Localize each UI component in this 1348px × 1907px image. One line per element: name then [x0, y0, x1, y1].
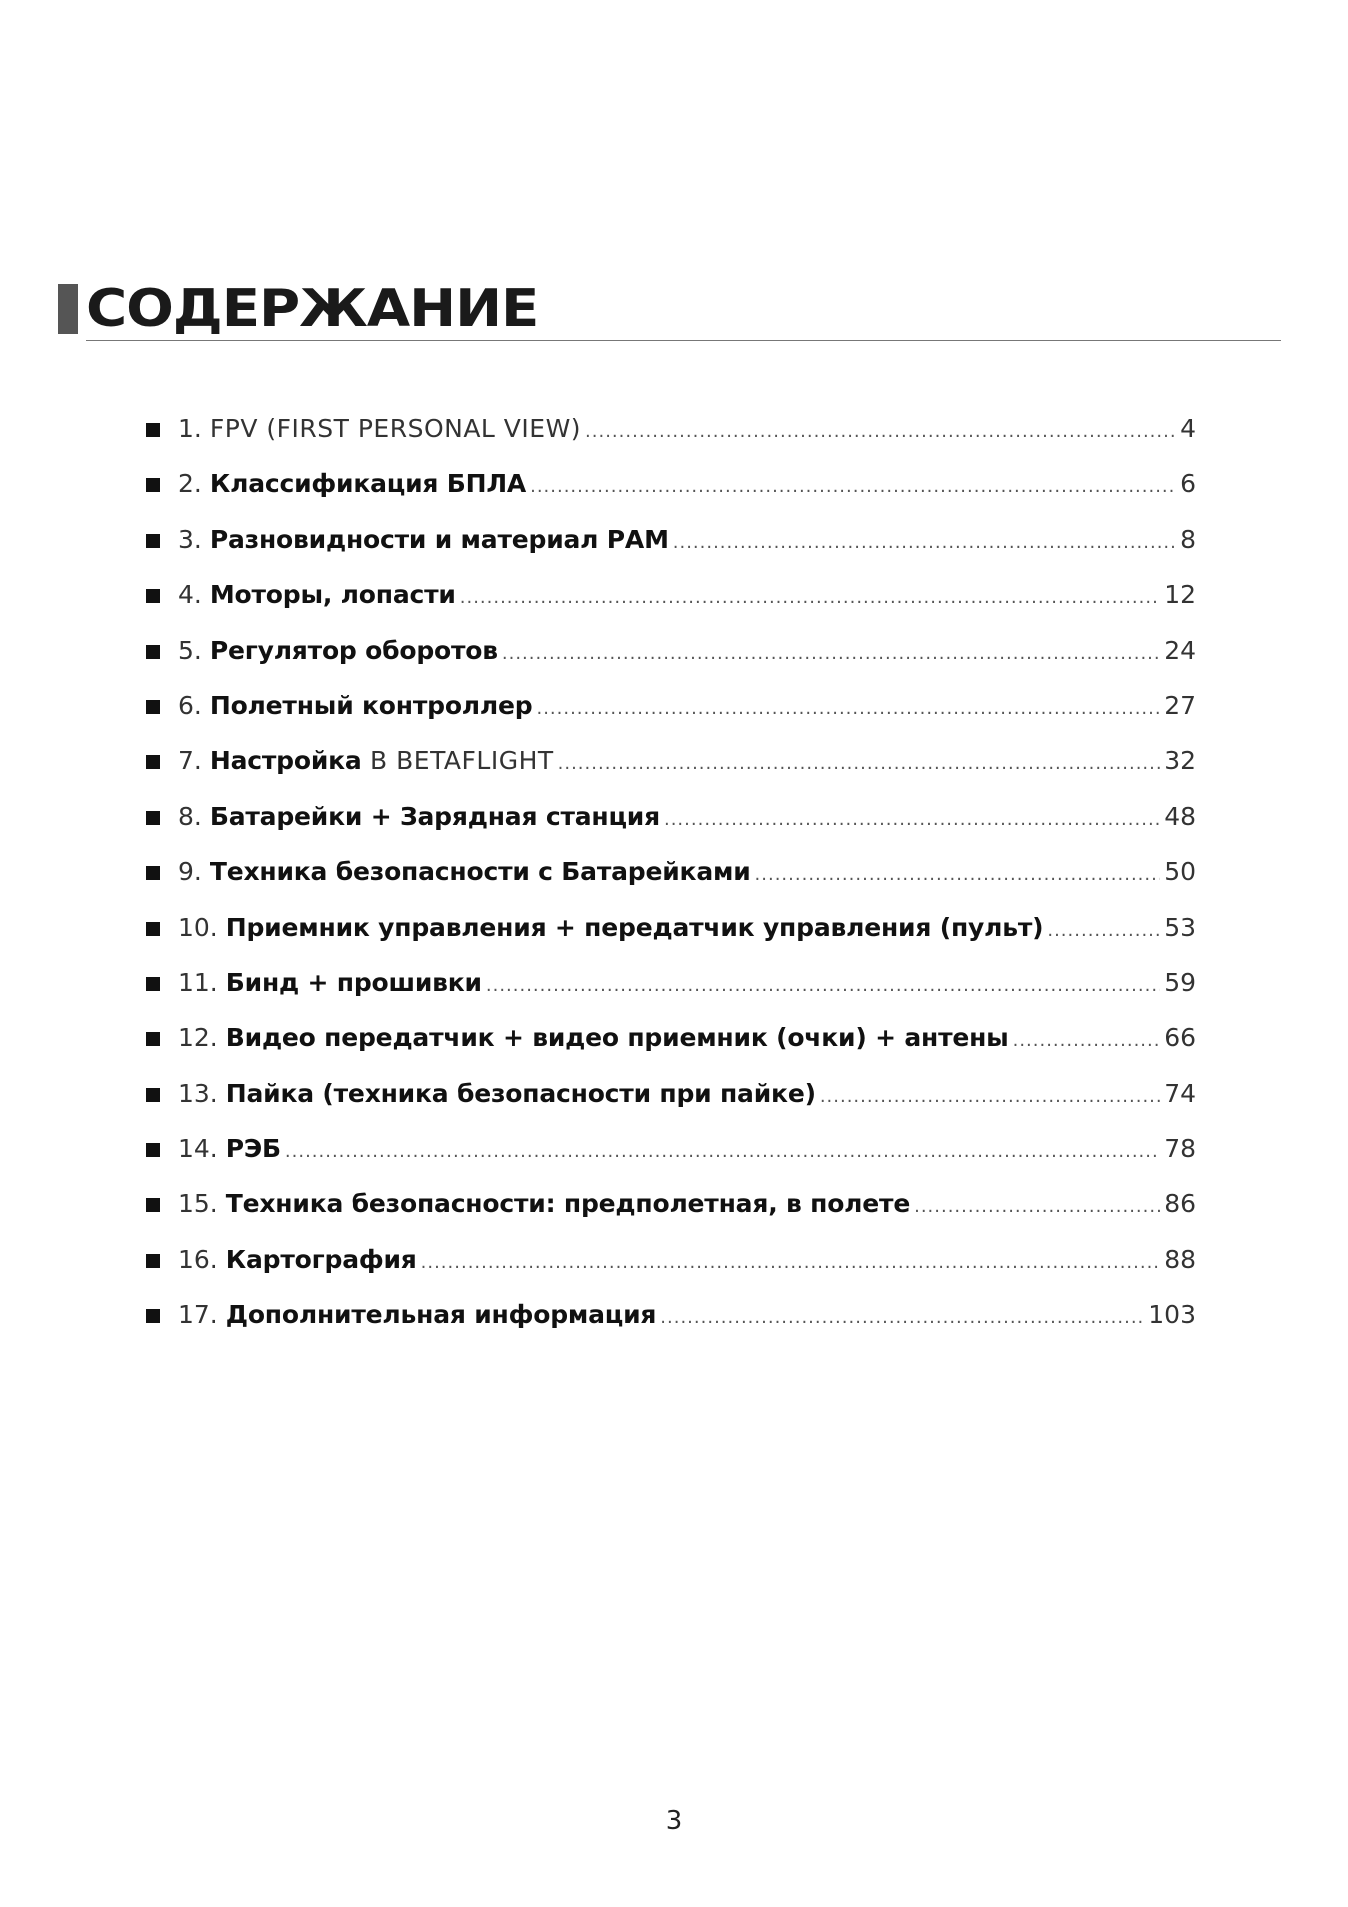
- contents-heading: [58, 276, 1281, 342]
- toc-entry-page: 12: [1164, 580, 1196, 610]
- toc-entry-title: Видео передатчик + видео приемник (очки) + антены: [225, 1023, 1009, 1053]
- toc-entry-page: 24: [1164, 635, 1196, 665]
- toc-entry-page: 27: [1164, 690, 1196, 720]
- toc-entry-number: 5.: [178, 635, 202, 665]
- square-bullet-icon: [146, 478, 160, 492]
- toc-entry-number: 6.: [178, 690, 202, 720]
- toc-entry-16[interactable]: [146, 1245, 1196, 1300]
- toc-entry-title: Регулятор оборотов: [209, 635, 498, 665]
- toc-entry-title: [210, 746, 554, 775]
- toc-entry-number: 9.: [178, 857, 202, 887]
- dot-leader: [460, 587, 1160, 608]
- toc-entry-title: Приемник управления + передатчик управления (пульт): [225, 912, 1044, 942]
- dot-leader: [486, 975, 1160, 996]
- square-bullet-icon: [146, 645, 160, 659]
- toc-entry-title-suffix: В BETAFLIGHT: [361, 746, 554, 776]
- dot-leader: [585, 421, 1176, 442]
- toc-entry-4[interactable]: [146, 580, 1196, 635]
- toc-entry-title: РЭБ: [225, 1134, 281, 1164]
- toc-entry-1[interactable]: [146, 414, 1196, 469]
- square-bullet-icon: [146, 977, 160, 991]
- toc-entry-11[interactable]: [146, 968, 1196, 1023]
- toc-entry-9[interactable]: [146, 857, 1196, 912]
- toc-entry-12[interactable]: [146, 1023, 1196, 1078]
- toc-entry-number: 8.: [178, 801, 202, 831]
- toc-entry-7[interactable]: [146, 746, 1196, 801]
- toc-entry-page: 8: [1180, 524, 1196, 554]
- square-bullet-icon: [146, 1198, 160, 1212]
- toc-entry-title: Полетный контроллер: [209, 690, 533, 720]
- toc-entry-13[interactable]: [146, 1079, 1196, 1134]
- dot-leader: [1013, 1030, 1161, 1051]
- toc-entry-number: 11.: [178, 967, 218, 997]
- dot-leader: [1047, 920, 1160, 941]
- toc-entry-title: Пайка (техника безопасности при пайке): [225, 1078, 816, 1108]
- toc-entry-title: Бинд + прошивки: [225, 967, 482, 997]
- toc-entry-page: 88: [1164, 1244, 1196, 1274]
- toc-entry-number: 13.: [178, 1078, 218, 1108]
- toc-entry-5[interactable]: [146, 636, 1196, 691]
- toc-entry-14[interactable]: [146, 1134, 1196, 1189]
- toc-entry-number: 3.: [178, 524, 202, 554]
- dot-leader: [285, 1141, 1160, 1162]
- toc-entry-page: 103: [1148, 1300, 1196, 1330]
- square-bullet-icon: [146, 1309, 160, 1323]
- toc-entry-number: 7.: [178, 746, 202, 776]
- toc-entry-title: Картография: [225, 1244, 417, 1274]
- square-bullet-icon: [146, 811, 160, 825]
- toc-entry-number: 12.: [178, 1023, 218, 1053]
- toc-entry-title: Техника безопасности: предполетная, в полете: [225, 1189, 911, 1219]
- toc-entry-number: 2.: [178, 469, 202, 499]
- toc-entry-number: 15.: [178, 1189, 218, 1219]
- toc-entry-page: 86: [1164, 1189, 1196, 1219]
- square-bullet-icon: [146, 1254, 160, 1268]
- dot-leader: [536, 698, 1160, 719]
- toc-entry-title: Классификация БПЛА: [209, 469, 527, 499]
- toc-entry-page: 6: [1180, 469, 1196, 499]
- toc-entry-page: 32: [1164, 746, 1196, 776]
- square-bullet-icon: [146, 534, 160, 548]
- dot-leader: [421, 1252, 1161, 1273]
- toc-entry-title: Разновидности и материал РАМ: [209, 524, 669, 554]
- page-number: 3: [665, 1806, 683, 1836]
- toc-entry-6[interactable]: [146, 691, 1196, 746]
- toc-entry-10[interactable]: [146, 913, 1196, 968]
- toc-entry-page: 50: [1164, 857, 1196, 887]
- square-bullet-icon: [146, 922, 160, 936]
- dot-leader: [664, 809, 1160, 830]
- dot-leader: [502, 643, 1160, 664]
- heading-underline: [86, 340, 1281, 341]
- toc-entry-title: Техника безопасности с Батарейками: [209, 857, 751, 887]
- dot-leader: [673, 532, 1176, 553]
- square-bullet-icon: [146, 866, 160, 880]
- square-bullet-icon: [146, 1143, 160, 1157]
- toc-entry-number: 4.: [178, 580, 202, 610]
- toc-entry-number: 1.: [178, 414, 202, 443]
- toc-entry-page: 74: [1164, 1078, 1196, 1108]
- dot-leader: [914, 1196, 1160, 1217]
- square-bullet-icon: [146, 589, 160, 603]
- toc-entry-title: FPV (FIRST PERSONAL VIEW): [209, 414, 582, 443]
- dot-leader: [558, 753, 1161, 774]
- square-bullet-icon: [146, 1088, 160, 1102]
- toc-entry-title-main: Настройка: [209, 746, 362, 776]
- toc-entry-title: Батарейки + Зарядная станция: [209, 801, 660, 831]
- toc-entry-page: 78: [1164, 1134, 1196, 1164]
- dot-leader: [530, 476, 1176, 497]
- toc-entry-title: Дополнительная информация: [225, 1300, 657, 1330]
- square-bullet-icon: [146, 755, 160, 769]
- toc-entry-page: 66: [1164, 1023, 1196, 1053]
- dot-leader: [755, 864, 1161, 885]
- toc-entry-8[interactable]: [146, 802, 1196, 857]
- toc-entry-3[interactable]: [146, 525, 1196, 580]
- toc-entry-page: 4: [1180, 414, 1196, 443]
- toc-entry-page: 48: [1164, 801, 1196, 831]
- page-title: СОДЕРЖАНИЕ: [86, 279, 539, 339]
- toc-entry-title: Моторы, лопасти: [209, 580, 456, 610]
- toc-entry-17[interactable]: [146, 1300, 1196, 1355]
- toc-entry-number: 17.: [178, 1300, 218, 1330]
- toc-entry-page: 53: [1164, 912, 1196, 942]
- toc-entry-2[interactable]: [146, 469, 1196, 524]
- square-bullet-icon: [146, 1032, 160, 1046]
- toc-entry-number: 14.: [178, 1134, 218, 1164]
- heading-accent-bar: [58, 284, 78, 334]
- square-bullet-icon: [146, 700, 160, 714]
- toc-entry-number: 16.: [178, 1244, 218, 1274]
- toc-entry-15[interactable]: [146, 1189, 1196, 1244]
- dot-leader: [820, 1086, 1160, 1107]
- square-bullet-icon: [146, 423, 160, 437]
- dot-leader: [660, 1307, 1144, 1328]
- table-of-contents: [146, 414, 1196, 1356]
- toc-entry-number: 10.: [178, 912, 218, 942]
- toc-entry-page: 59: [1164, 967, 1196, 997]
